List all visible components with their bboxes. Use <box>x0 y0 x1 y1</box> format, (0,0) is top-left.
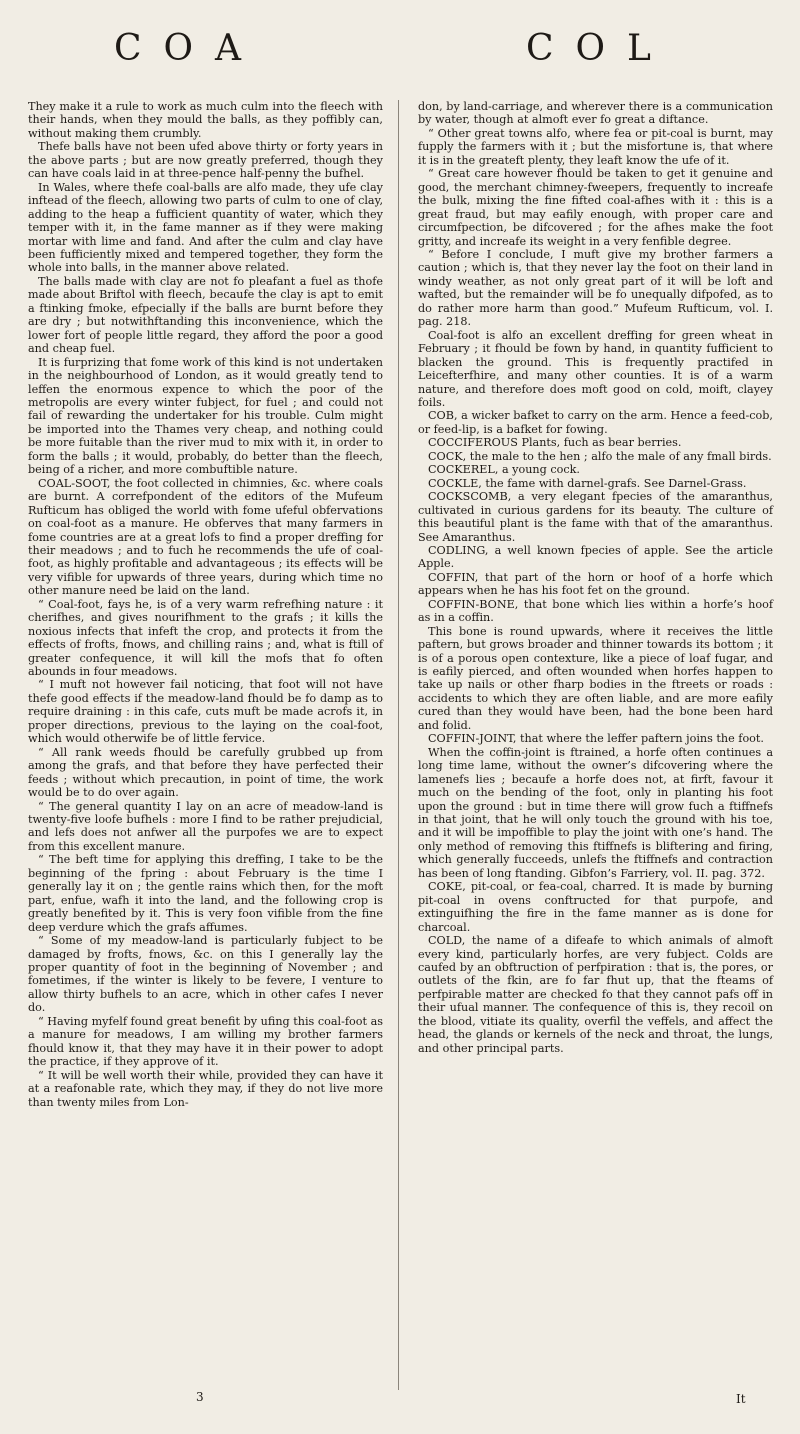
paragraph: don, by land-carriage, and wherever there is a communication by water, though at almoft ever fo great a diftance. <box>418 100 773 127</box>
running-head <box>56 28 756 88</box>
entry-codling: CODLING, a well known fpecies of apple. See the article Apple. <box>418 543 773 571</box>
paragraph: “ Having myfelf found great benefit by ufing this coal-foot as a manure for meadows, I am willing my brother farmers fhould know it, that they may have it in their power to adopt the practice, if they approve of it. <box>28 1014 383 1069</box>
entry-cockerel: COCKEREL, a young cock. <box>428 463 580 477</box>
paragraph: In Wales, where thefe coal-balls are alfo made, they ufe clay inftead of the fleech, allowing two parts of culm to one of clay, adding to the heap a fufficient quantity of water, which they temper with it, in the fame manner as if they were making mortar with lime and fand. And after the culm and clay have been fufficiently mixed and tempered together, they form the whole into balls, in the manner above related. <box>28 180 383 275</box>
left-column <box>28 100 383 1109</box>
paragraph: Coal-foot is alfo an excellent dreffing for green wheat in February ; it fhould be fown by hand, in quantity fufficient to blacken the ground. This is frequently practifed in Leicefterfhire, and many other counties. It is of a warm nature, and therefore does moft good on cold, moift, clayey foils. <box>418 328 773 409</box>
paragraph: “ All rank weeds fhould be carefully grubbed up from among the grafs, and that before they have perfected their feeds ; without which precaution, in point of time, the work would be to do over again. <box>28 745 383 800</box>
entry-coffin-bone: COFFIN-BONE, that bone which lies within a horfe’s hoof as in a coffin. <box>418 597 773 625</box>
running-head-right: COL <box>526 28 673 69</box>
paragraph: “ The beft time for applying this dreffing, I take to be the beginning of the fpring : about February is the time I generally lay it on ; the gentle rains which then, for the moft part, enfue, wafh it into the land, and the following crop is greatly benefited by it. This is very foon vifible from the fine deep verdure which the grafs affumes. <box>28 853 383 934</box>
entry-coke: COKE, pit-coal, or fea-coal, charred. It is made by burning pit-coal in ovens conftructed for that purpofe, and extinguifhing the fire in the fame manner as is done for charcoal. <box>418 880 773 934</box>
paragraph: “ Some of my meadow-land is particularly fubject to be damaged by frofts, fnows, &c. on this I generally lay the proper quantity of foot in the beginning of November ; and fometimes, if the winter is likely to be fevere, I venture to allow thirty bufhels to an acre, which in other cafes I never do. <box>28 934 383 1015</box>
paragraph: “ Great care however fhould be taken to get it genuine and good, the merchant chimney-fweepers, frequently to increafe the bulk, mixing the fine fifted coal-afhes with it : this is a great fraud, but may eafily enough, with proper care and circumfpection, be difcovered ; for the afhes make the foot gritty, and increafe its weight in a very fenfible degree. <box>418 167 773 248</box>
paragraph: “ I muft not however fail noticing, that foot will not have thefe good effects if the meadow-land fhould be fo damp as to require draining : in this cafe, cuts muft be made acrofs it, in proper directions, previous to the laying on the coal-foot, which would otherwife be of little fervice. <box>28 678 383 746</box>
paragraph: It is furprizing that fome work of this kind is not undertaken in the neighbourhood of London, as it would greatly tend to leffen the enormous expence to which the poor of the metropolis are every winter fubject, for fuel ; and could not fail of rewarding the undertaker for his trouble. Culm might be imported into the Thames very cheap, and nothing could be more fuitable than the river mud to mix with it, in order to form the balls ; it would, probably, do better than the fleech, being of a richer, and more combuftible nature. <box>28 355 383 477</box>
paragraph: The balls made with clay are not fo pleafant a fuel as thofe made about Briftol with fleech, becaufe the clay is apt to emit a ftinking fmoke, efpecially if the balls are burnt before they are dry ; but notwithftanding this inconvenience, which the lower fort of people little regard, they afford the poor a good and cheap fuel. <box>28 274 383 356</box>
paragraph: They make it a rule to work as much culm into the fleech with their hands, when they mould the balls, as they poffibly can, without making them crumbly. <box>28 100 383 140</box>
entry-cocciferous: COCCIFEROUS Plants, fuch as bear berries. <box>428 436 682 450</box>
text-columns <box>28 100 773 1109</box>
paragraph: Thefe balls have not been ufed above thirty or forty years in the above parts ; but are now greatly preferred, though they can have coals laid in at three-pence half-penny the bufhel. <box>28 140 383 181</box>
entry-cock: COCK, the male to the hen ; alfo the male of any fmall birds. <box>428 449 772 463</box>
paragraph: “ It will be well worth their while, provided they can have it at a reafonable rate, which they may, if they do not live more than twenty miles from Lon- <box>28 1068 383 1109</box>
paragraph: “ The general quantity I lay on an acre of meadow-land is twenty-five loofe bufhels : more I find to be rather prejudicial, and lefs does not anfwer all the purpofes we are to expect from this excellent manure. <box>28 799 383 853</box>
paragraph: This bone is round upwards, where it receives the little paftern, but grows broader and thinner towards its bottom ; it is of a porous open contexture, like a piece of loaf fugar, and is eafily pierced, and often wounded when horfes happen to take up nails or other fharp bodies in the ftreets or roads : accidents to which they are often liable, and are more eafily cured than they would have been, had the bone been hard and folid. <box>418 624 773 732</box>
running-head-left: COA <box>114 28 264 69</box>
entry-cold: COLD, the name of a difeafe to which animals of almoft every kind, particularly horfes, are very fubject. Colds are caufed by an obftruction of perfpiration : that is, the pores, or outlets of the fkin, are fo far fhut up, that the fteams of perfpirable matter are checked fo that they cannot pafs off in their ufual manner. The confequence of this is, they recoil on the blood, vitiate its quality, overfil the veffels, and affect the head, the glands or kernels of the neck and throat, the lungs, and other principal parts. <box>418 934 773 1055</box>
paragraph: When the coffin-joint is ftrained, a horfe often continues a long time lame, without the owner’s difcovering where the lamenefs lies ; becaufe a horfe does not, at firft, favour it much on the bending of the foot, only in planting his foot upon the ground : but in time there will grow fuch a ftiffnefs in that joint, that he will only touch the ground with his toe, and it will be impoffible to play the joint with one’s hand. The only method of removing this ftiffnefs is bliftering and firing, which generally fucceeds, unlefs the ftiffnefs and contraction has been of long ftanding. Gibfon’s Farriery, vol. II. pag. 372. <box>418 745 773 880</box>
entry-cockle: COCKLE, the fame with darnel-grafs. See Darnel-Grass. <box>428 476 747 490</box>
paragraph: “ Before I conclude, I muft give my brother farmers a caution ; which is, that they never lay the foot on their land in windy weather, as not only great part of it will be loft and wafted, but the remainder will be fo unequally difpofed, as to do rather more harm than good.” Mufeum Rufticum, vol. I. pag. 218. <box>418 247 773 329</box>
paragraph: “ Other great towns alfo, where fea or pit-coal is burnt, may fupply the farmers with it ; but the misfortune is, that where it is in the greateft plenty, they leaft know the ufe of it. <box>418 126 773 167</box>
entry-cockscomb: COCKSCOMB, a very elegant fpecies of the amaranthus, cultivated in curious gardens for its beauty. The culture of this beautiful plant is the fame with that of the amaranthus. See Amaranthus. <box>418 490 773 544</box>
entry-cob: COB, a wicker bafket to carry on the arm. Hence a feed-cob, or feed-lip, is a bafket for fowing. <box>418 409 773 436</box>
right-column <box>418 100 773 1109</box>
entry-coffin-joint: COFFIN-JOINT, that where the leffer paftern joins the foot. <box>428 732 764 746</box>
signature-mark: 3 <box>196 1390 204 1404</box>
catchword: It <box>736 1392 746 1406</box>
paragraph: “ Coal-foot, fays he, is of a very warm refrefhing nature : it cherifhes, and gives nourifhment to the grafs ; it kills the noxious infects that infeft the crop, and protects it from the effects of frofts, fnows, and chilling rains ; and, what is ftill of greater confequence, it will kill the mofs that fo often abounds in four meadows. <box>28 597 383 679</box>
entry-coffin: COFFIN, that part of the horn or hoof of a horfe which appears when he has his foot fet on the ground. <box>418 570 773 598</box>
entry-coal-soot: COAL-SOOT, the foot collected in chimnies, &c. where coals are burnt. A correfpondent of the editors of the Mufeum Rufticum has obliged the world with fome ufeful obfervations on coal-foot as a manure. He obferves that many farmers in fome countries are at a great lofs to find a proper dreffing for their meadows ; and to fuch he recommends the ufe of coal-foot, as highly profitable and advantageous ; its effects will be very vifible for upwards of three years, during which time no other manure need be laid on the land. <box>28 476 383 598</box>
